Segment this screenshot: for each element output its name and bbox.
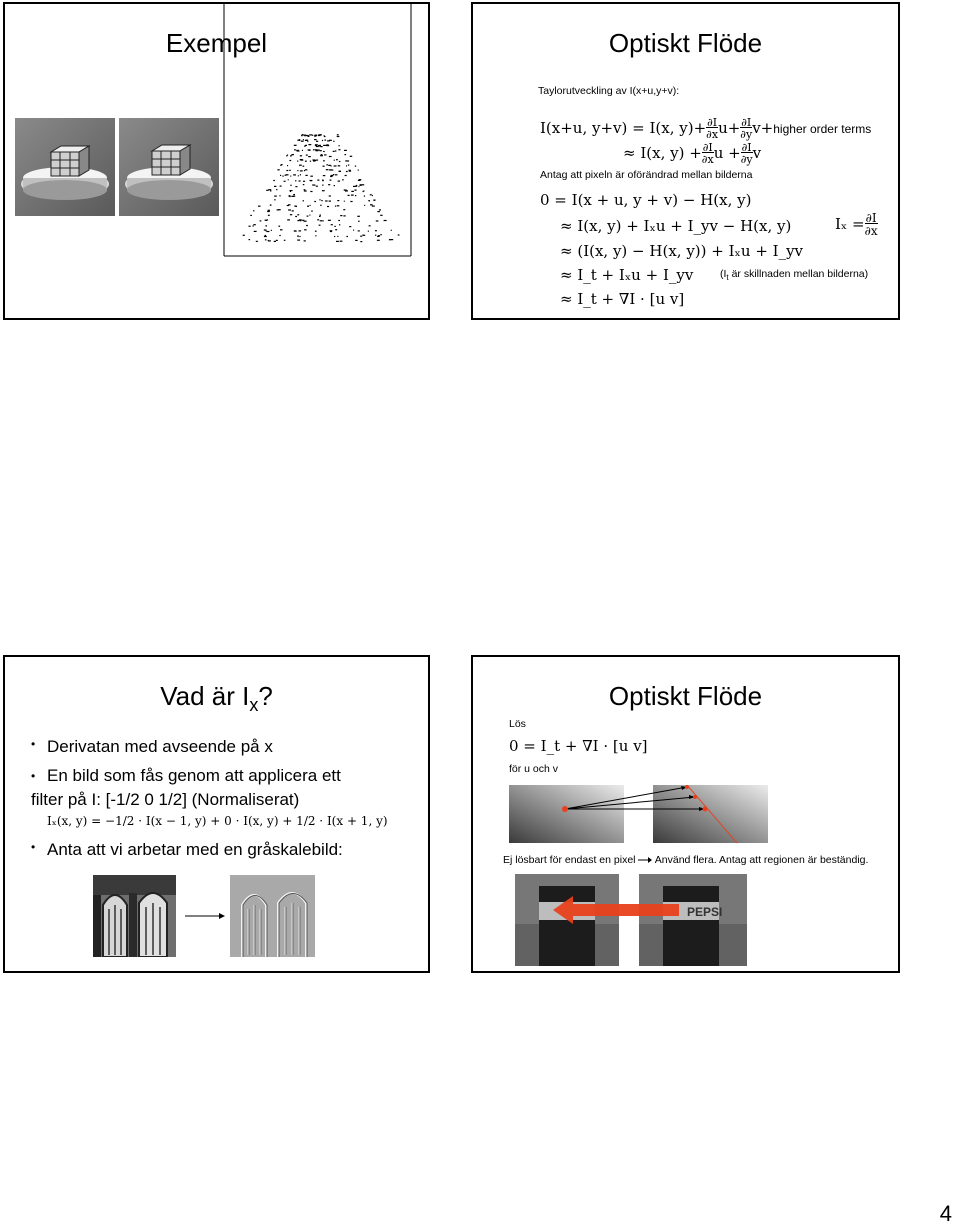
flow-equation: 0 = I_t + ∇I · [u v] — [509, 737, 648, 755]
slide-exempel — [3, 2, 430, 320]
slide-title: Optiskt Flöde — [608, 681, 763, 711]
taylor-label: Taylorutveckling av I(x+u,y+v): — [538, 85, 680, 97]
equation-c: ≈ (I(x, y) − H(x, y)) + Iₓu + I_yv — [560, 242, 804, 260]
slide-title: Exempel — [165, 28, 268, 58]
bullet-grayscale: • Anta att vi arbetar med en gråskalebild: — [47, 840, 343, 860]
slide-vad-ar-ix — [3, 655, 430, 973]
arrow-icon — [638, 856, 652, 864]
taylor-equation-1: I(x+u, y+v) = I(x, $y)+\frac{\partial I}{\partial x}u+\frac{\partial I}{\partial y}v+higher$ order terms — [540, 116, 872, 141]
church-derivative-image — [230, 875, 315, 957]
page-number: 4 — [939, 1201, 952, 1226]
ix-definition: $I_x =\frac{\partial I}{\partial x}$ — [835, 211, 878, 238]
for-uv-label: för u och v — [509, 763, 559, 775]
slide-optiskt-flode-solve — [471, 655, 900, 973]
equation-d: ≈ I_t + Iₓu + I_yv — [560, 266, 694, 284]
optical-flow-field-plot — [223, 4, 413, 260]
slide-optiskt-flode-taylor — [471, 2, 900, 320]
filter-formula: Iₓ(x, y) = −1/2 · I(x − 1, y) + 0 · I(x, y) + 1/2 · I(x + 1, y) — [47, 814, 388, 828]
rubiks-cube-photo-1 — [15, 118, 115, 216]
pepsi-logo-text: PEPSI — [687, 905, 723, 919]
church-photo — [93, 875, 176, 957]
rubiks-cube-photo-2 — [119, 118, 219, 216]
equation-a: 0 = I(x + u, y + v) − H(x, y) — [540, 191, 752, 209]
arrow-icon — [185, 911, 225, 921]
it-note: ($I_t$ är skillnaden mellan bilderna) — [720, 268, 869, 283]
equation-b: ≈ I(x, y) + Iₓu + I_yv − H(x, y) — [560, 217, 792, 235]
pepsi-can-photos — [515, 874, 747, 966]
slide-title: Vad är $I_x$? — [160, 681, 273, 716]
los-label: Lös — [509, 718, 526, 730]
bullet-derivative: • Derivatan med avseende på x — [47, 737, 273, 757]
assume-label: Antag att pixeln är oförändrad mellan bilderna — [540, 169, 753, 181]
gradient-diagram — [509, 785, 769, 845]
caption-line: Ej lösbart för endast en pixel Använd flera. Antag att regionen är beständig. — [503, 854, 869, 866]
taylor-equation-2: ≈ I(x, $y) +\frac{\partial I}{\partial x}u +\frac{\partial I}{\partial y}v$ — [623, 141, 762, 166]
bullet-filter: • En bild som fås genom att applicera ett filter på I: [-1/2 0 1/2] (Normaliserat) — [47, 764, 341, 812]
equation-e: ≈ I_t + ∇I · [u v] — [560, 290, 685, 308]
slide-title: Optiskt Flöde — [608, 28, 763, 58]
